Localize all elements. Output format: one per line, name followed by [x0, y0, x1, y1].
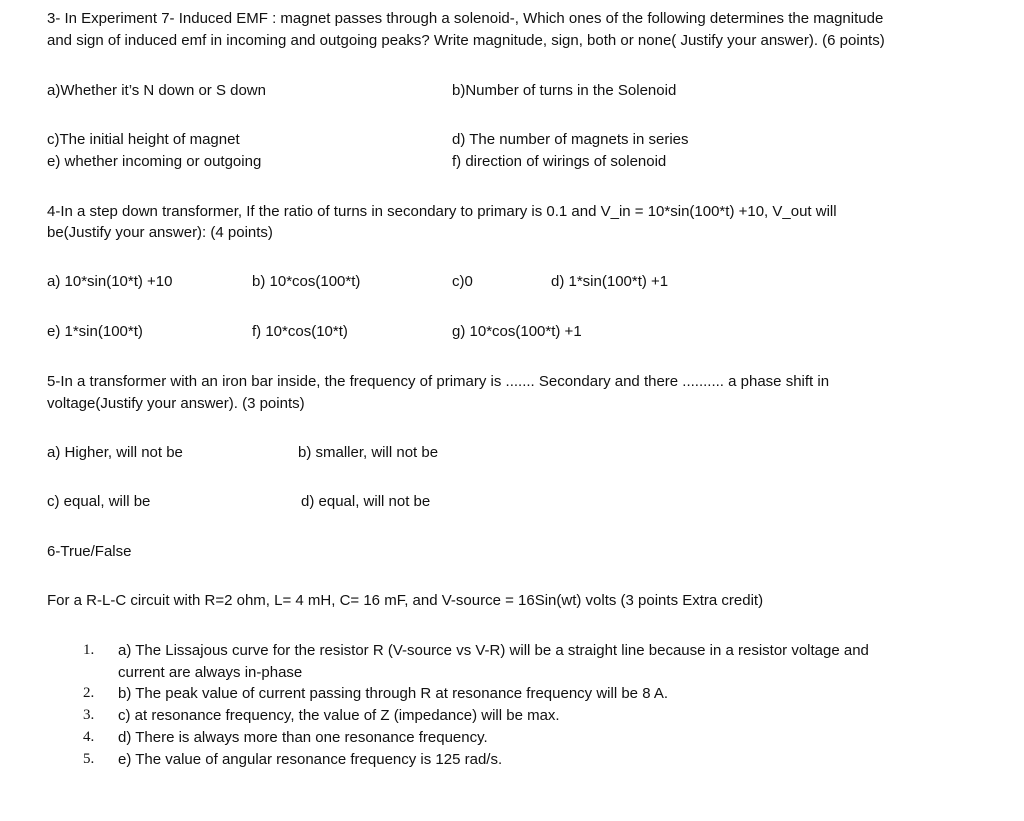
q3-option-a: a)Whether it’s N down or S down: [47, 82, 266, 99]
q5-option-d: d) equal, will not be: [301, 493, 431, 510]
q5-option-c: c) equal, will be: [47, 493, 151, 510]
list-item-text-continued: current are always in-phase: [118, 664, 303, 681]
q3-option-c: c)The initial height of magnet: [47, 131, 240, 148]
list-item-text: a) The Lissajous curve for the resistor R (V-source vs V-R) will be a straight line because in a resistor voltage and: [118, 642, 869, 659]
list-item-text: c) at resonance frequency, the value of Z (impedance) will be max.: [118, 707, 560, 724]
q4-option-g: g) 10*cos(100*t) +1: [452, 323, 582, 340]
list-item-text: d) There is always more than one resonance frequency.: [118, 729, 488, 746]
q4-option-a: a) 10*sin(10*t) +10: [47, 273, 173, 290]
q5-option-b: b) smaller, will not be: [298, 444, 439, 461]
q3-option-b: b)Number of turns in the Solenoid: [452, 82, 677, 99]
q4-option-c: c)0: [452, 273, 473, 290]
q3-option-f: f) direction of wirings of solenoid: [452, 153, 667, 170]
q3-line-1: 3- In Experiment 7- Induced EMF : magnet passes through a solenoid-, Which ones of the following determines the magnitude: [47, 10, 884, 27]
q3-option-e: e) whether incoming or outgoing: [47, 153, 262, 170]
q4-line-1: 4-In a step down transformer, If the ratio of turns in secondary to primary is 0.1 and V_in = 10*sin(100*t) +10, V_out will: [47, 203, 837, 220]
q5-line-1: 5-In a transformer with an iron bar inside, the frequency of primary is ....... Secondary and there .......... a phase shift in: [47, 373, 830, 390]
q6-intro: For a R-L-C circuit with R=2 ohm, L= 4 mH, C= 16 mF, and V-source = 16Sin(wt) volts (3 points Extra credit): [47, 592, 764, 609]
q4-option-b: b) 10*cos(100*t): [252, 273, 361, 290]
q5-option-a: a) Higher, will not be: [47, 444, 183, 461]
list-item-number: 3.: [83, 707, 95, 723]
list-item-number: 4.: [83, 729, 95, 745]
q3-line-2: and sign of induced emf in incoming and outgoing peaks? Write magnitude, sign, both or none( Justify your answer). (6 points): [47, 32, 885, 49]
list-item-text: b) The peak value of current passing through R at resonance frequency will be 8 A.: [118, 685, 669, 702]
q4-option-f: f) 10*cos(10*t): [252, 323, 348, 340]
q3-option-d: d) The number of magnets in series: [452, 131, 689, 148]
list-item-number: 1.: [83, 642, 95, 658]
list-item-number: 2.: [83, 685, 95, 701]
q6-title: 6-True/False: [47, 543, 132, 560]
list-item-text: e) The value of angular resonance frequency is 125 rad/s.: [118, 751, 503, 768]
q5-line-2: voltage(Justify your answer). (3 points): [47, 395, 305, 412]
list-item-number: 5.: [83, 751, 95, 767]
q4-line-2: be(Justify your answer): (4 points): [47, 224, 273, 241]
q4-option-d: d) 1*sin(100*t) +1: [551, 273, 669, 290]
q4-option-e: e) 1*sin(100*t): [47, 323, 143, 340]
